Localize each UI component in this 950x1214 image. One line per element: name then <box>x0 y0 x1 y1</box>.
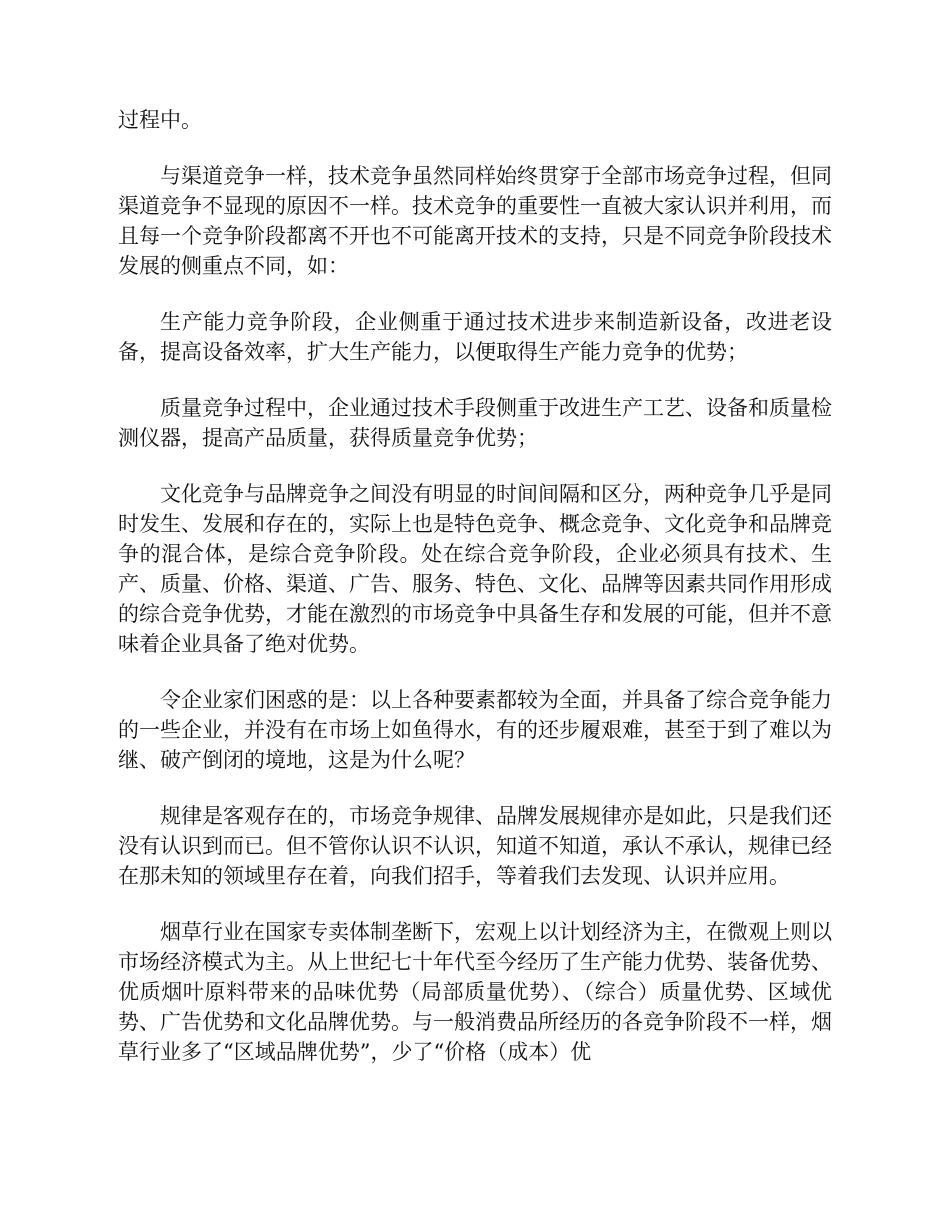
paragraph-technology-competition: 与渠道竞争一样，技术竞争虽然同样始终贯穿于全部市场竞争过程，但同渠道竞争不显现的原因不一样。技术竞争的重要性一直被大家认识并利用，而且每一个竞争阶段都离不开也不可能离开技术的支持，只是不同竞争阶段技术发展的侧重点不同，如： <box>118 164 832 278</box>
paragraph-culture-brand-competition: 文化竞争与品牌竞争之间没有明显的时间间隔和区分，两种竞争几乎是同时发生、发展和存在的，实际上也是特色竞争、概念竞争、文化竞争和品牌竞争的混合体，是综合竞争阶段。处在综合竞争阶段，企业必须具有技术、生产、质量、价格、渠道、广告、服务、特色、文化、品牌等因素共同作用形成的综合竞争优势，才能在激烈的市场竞争中具备生存和发展的可能，但并不意味着企业具备了绝对优势。 <box>118 482 832 656</box>
paragraph-production-capacity: 生产能力竞争阶段，企业侧重于通过技术进步来制造新设备，改进老设备，提高设备效率，扩大生产能力，以便取得生产能力竞争的优势； <box>118 310 832 364</box>
document-body <box>118 105 832 1093</box>
paragraph-entrepreneur-confusion: 令企业家们困惑的是：以上各种要素都较为全面，并具备了综合竞争能力的一些企业，并没有在市场上如鱼得水，有的还步履艰难，甚至于到了难以为继、破产倒闭的境地，这是为什么呢？ <box>118 688 832 772</box>
paragraph-continuation: 过程中。 <box>118 108 202 132</box>
paragraph-tobacco-industry: 烟草行业在国家专卖体制垄断下，宏观上以计划经济为主，在微观上则以市场经济模式为主。从上世纪七十年代至今经历了生产能力优势、装备优势、优质烟叶原料带来的品味优势（局部质量优势）、（综合）质量优势、区域优势、广告优势和文化品牌优势。与一般消费品所经历的各竞争阶段不一样，烟草行业多了“区域品牌优势”，少了“价格（成本）优 <box>118 920 832 1064</box>
paragraph-objective-laws: 规律是客观存在的，市场竞争规律、品牌发展规律亦是如此，只是我们还没有认识到而已。但不管你认识不认识，知道不知道，承认不承认，规律已经在那未知的领域里存在着，向我们招手，等着我们去发现、认识并应用。 <box>118 804 832 888</box>
paragraph-quality-competition: 质量竞争过程中，企业通过技术手段侧重于改进生产工艺、设备和质量检测仪器，提高产品质量，获得质量竞争优势； <box>118 396 832 450</box>
